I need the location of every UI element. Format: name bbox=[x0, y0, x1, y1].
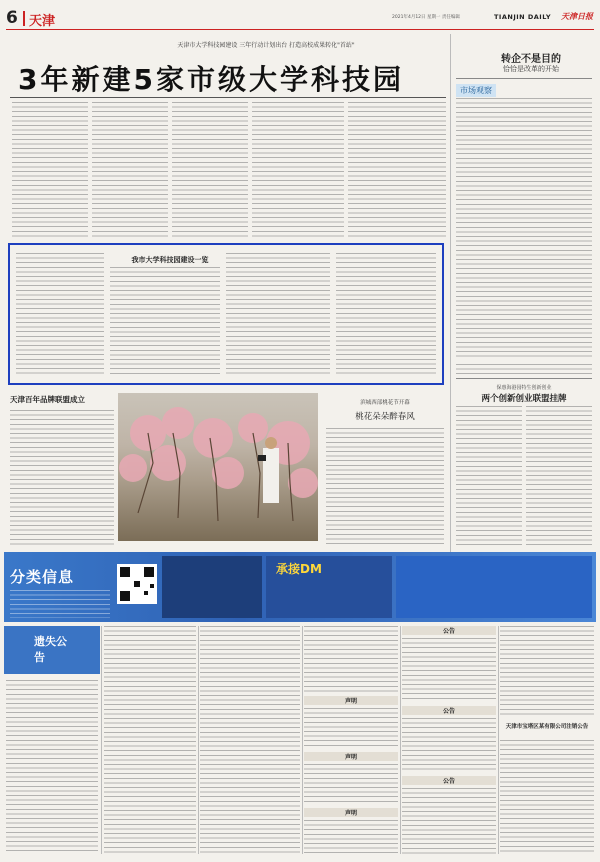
lead-subtitle: 天津市大学科技园建设 三年行动计划出台 打造高校成果转化"首站" bbox=[177, 42, 355, 49]
lost-notice-box bbox=[4, 626, 100, 674]
classified-col-1 bbox=[6, 680, 98, 854]
ad-block-2 bbox=[266, 556, 392, 618]
col5-header-3: 公告 bbox=[402, 776, 496, 785]
col4-body-a bbox=[304, 626, 398, 692]
title-rule bbox=[10, 97, 446, 98]
col5-body-c bbox=[402, 788, 496, 854]
right-lower-title: 两个创新创业联盟挂牌 bbox=[481, 394, 567, 404]
classified-col-5 bbox=[402, 626, 496, 854]
photo-scene bbox=[118, 393, 318, 541]
masthead-divider bbox=[23, 11, 25, 26]
col6-body-a bbox=[500, 626, 594, 716]
lead-body-col-1 bbox=[12, 102, 88, 238]
qr-code-pattern bbox=[117, 564, 157, 604]
col4-body-b bbox=[304, 708, 398, 748]
classified-divider-1 bbox=[101, 626, 102, 854]
box-col-4 bbox=[336, 253, 436, 375]
science-park-box bbox=[8, 243, 444, 385]
box-col-2 bbox=[110, 267, 220, 375]
classified-divider-4 bbox=[400, 626, 401, 854]
brand-body bbox=[10, 410, 114, 545]
photo-body bbox=[326, 428, 444, 546]
col5-body-b bbox=[402, 718, 496, 772]
masthead-rule bbox=[6, 29, 594, 30]
col6-body-b bbox=[500, 740, 594, 854]
lead-title: 3年新建5家市级大学科技园 bbox=[18, 63, 404, 96]
col5-body-a bbox=[402, 638, 496, 702]
right-headline: 转企不是目的 bbox=[501, 54, 561, 65]
classified-divider-3 bbox=[302, 626, 303, 854]
col5-header-2: 公告 bbox=[402, 706, 496, 715]
classified-col-2 bbox=[104, 626, 196, 854]
classifieds-contact bbox=[10, 590, 110, 618]
col4-header-3: 声明 bbox=[304, 808, 398, 817]
right-lower-kicker: 保惠海港园特生创新创业 bbox=[496, 385, 552, 391]
classifieds-banner bbox=[4, 552, 596, 622]
paper-name-cn: 天津日报 bbox=[561, 11, 593, 21]
brand-title: 天津百年品牌联盟成立 bbox=[10, 395, 85, 404]
lead-body-col-4 bbox=[252, 102, 344, 238]
col5-header-1: 公告 bbox=[402, 626, 496, 635]
box-title: 我市大学科技园建设一览 bbox=[131, 256, 209, 264]
section-name: 天津 bbox=[29, 14, 56, 29]
col4-body-c bbox=[304, 764, 398, 804]
right-lower-body-2 bbox=[526, 406, 592, 546]
masthead bbox=[6, 5, 594, 31]
page-number: 6 bbox=[6, 8, 18, 28]
date-line: 2021年4月12日 星期一 责任编辑 bbox=[392, 15, 460, 20]
lead-body-col-3 bbox=[172, 102, 248, 238]
paper-name-en: TIANJIN DAILY bbox=[494, 13, 552, 21]
right-lower-rule bbox=[456, 378, 592, 379]
classified-divider-5 bbox=[498, 626, 499, 854]
photo-title: 桃花朵朵醉春风 bbox=[355, 412, 415, 422]
col4-body-d bbox=[304, 820, 398, 854]
company-notice-title: 天津市宝塔区某有限公司注销公告 bbox=[505, 724, 589, 730]
classified-divider-2 bbox=[198, 626, 199, 854]
col4-header-1: 声明 bbox=[304, 696, 398, 705]
ad-block-1 bbox=[162, 556, 262, 618]
col4-header-2: 声明 bbox=[304, 752, 398, 761]
classifieds-title: 分类信息 bbox=[10, 568, 75, 586]
market-badge: 市场观察 bbox=[456, 84, 496, 97]
lost-notice-title: 遗失公告 bbox=[34, 635, 67, 664]
classified-col-4 bbox=[304, 626, 398, 854]
classified-col-3 bbox=[200, 626, 300, 854]
right-body-1 bbox=[456, 98, 592, 358]
right-column-divider bbox=[450, 34, 451, 554]
box-col-1 bbox=[16, 253, 104, 375]
lead-body-col-5 bbox=[348, 102, 446, 238]
lead-body-col-2 bbox=[92, 102, 168, 238]
peach-blossom-photo bbox=[118, 393, 318, 541]
ad-block-3 bbox=[396, 556, 592, 618]
right-lower-body-1 bbox=[456, 406, 522, 546]
right-column-rule bbox=[456, 78, 592, 79]
right-headline-2: 恰恰是改革的开始 bbox=[503, 65, 559, 73]
box-col-3 bbox=[226, 253, 330, 375]
qr-code bbox=[117, 564, 157, 604]
dm-banner-text: 承接DM bbox=[276, 562, 322, 576]
photo-kicker: 滨城西部桃花节开幕 bbox=[360, 400, 410, 406]
classified-col-6 bbox=[500, 626, 594, 854]
right-body-2 bbox=[456, 364, 592, 376]
